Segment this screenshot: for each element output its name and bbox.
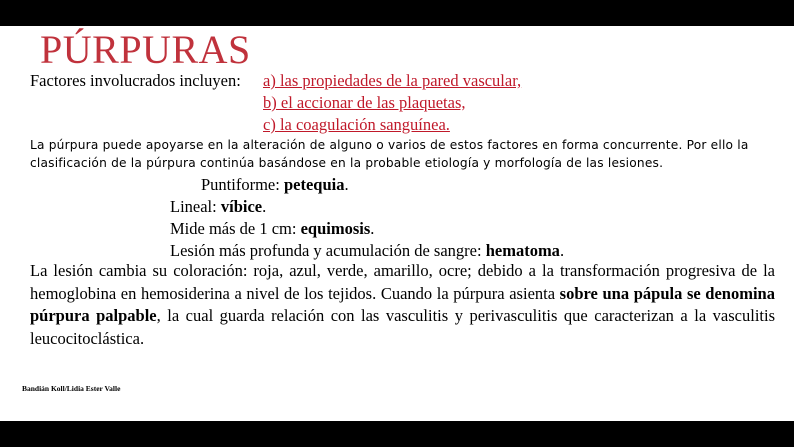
author-credit: Bandián Koll/Lidia Ester Valle <box>22 384 121 393</box>
explanation-paragraph: La púrpura puede apoyarse en la alteración de alguno o varios de estos factores en forma concurrente. Por ello la clasificación de la púrpura continúa basándose en la probable etiología y morfología de las lesiones. <box>30 138 749 170</box>
factors-list <box>263 70 521 136</box>
main-paragraph: La lesión cambia su coloración: roja, azul, verde, amarillo, ocre; debido a la transformación progresiva de la hemoglobina en hemosiderina a nivel de los tejidos. Cuando la púrpura asienta sobre una pápula se denomina púrpura palpable, la cual guarda relación con las vasculitis y perivasculitis que caracterizan a la vasculitis leucocitoclástica. <box>30 261 775 348</box>
type-item: Lineal: víbice. <box>170 197 267 216</box>
factors-intro-text: Factores involucrados incluyen: <box>30 71 241 90</box>
type-item: Lesión más profunda y acumulación de sangre: hematoma. <box>170 241 565 260</box>
factor-item: a) las propiedades de la pared vascular, <box>263 71 522 90</box>
factor-item: b) el accionar de las plaquetas, <box>263 93 466 112</box>
factor-item: c) la coagulación sanguínea. <box>263 115 450 134</box>
factors-intro <box>30 70 241 92</box>
type-item: Mide más de 1 cm: equimosis. <box>170 219 375 238</box>
slide-title: PÚRPURAS <box>40 27 251 72</box>
type-item: Puntiforme: petequia. <box>201 175 349 194</box>
purpura-types-list <box>170 174 564 262</box>
slide <box>0 26 794 421</box>
